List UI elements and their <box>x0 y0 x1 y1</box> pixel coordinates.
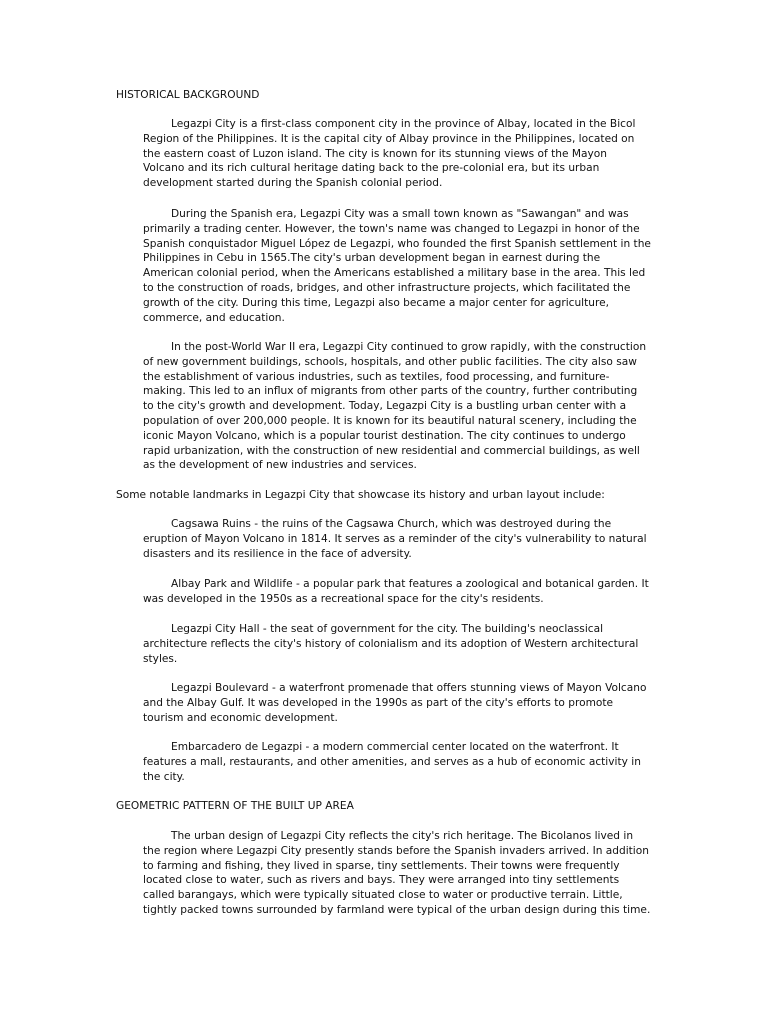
paragraph-spanish-era: During the Spanish era, Legazpi City was a small town known as "Sawangan" and was primarily a trading center. However, the town's name was changed to Legazpi in honor of the Spanish conquistador Miguel López de Legazpi, who founded the first Spanish settlement in the Philippines in Cebu in 1565.The city's urban development began in earnest during the American colonial period, when the Americans established a military base in the area. This led to the construction of roads, bridges, and other infrastructure projects, which facilitated the growth of the city. During this time, Legazpi also became a major center for agriculture, commerce, and education. <box>143 208 651 324</box>
landmarks-intro: Some notable landmarks in Legazpi City that showcase its history and urban layout include: <box>116 489 605 501</box>
paragraph-post-war: In the post-World War II era, Legazpi City continued to grow rapidly, with the construction of new government buildings, schools, hospitals, and other public facilities. The city also saw the establishment of various industries, such as textiles, food processing, and furniture-making. This led to an influx of migrants from other parts of the country, further contributing to the city's growth and development. Today, Legazpi City is a bustling urban center with a population of over 200,000 people. It is known for its beautiful natural scenery, including the iconic Mayon Volcano, which is a popular tourist destination. The city continues to undergo rapid urbanization, with the construction of new residential and commercial buildings, as well as the development of new industries and services. <box>143 341 647 472</box>
paragraph-urban-design: The urban design of Legazpi City reflects the city's rich heritage. The Bicolanos lived in the region where Legazpi City presently stands before the Spanish invaders arrived. In addition to farming and fishing, they lived in sparse, tiny settlements. Their towns were frequently located close to water, such as rivers and bays. They were arranged into tiny settlements called barangays, which were typically situated close to water or productive terrain. Little, tightly packed towns surrounded by farmland were typical of the urban design during this time. <box>143 830 651 916</box>
section-heading-geometric-pattern: GEOMETRIC PATTERN OF THE BUILT UP AREA <box>116 800 354 812</box>
landmark-cagsawa-ruins: Cagsawa Ruins - the ruins of the Cagsawa Church, which was destroyed during the eruption of Mayon Volcano in 1814. It serves as a reminder of the city's vulnerability to natural disasters and its resilience in the face of adversity. <box>143 518 647 560</box>
landmark-albay-park: Albay Park and Wildlife - a popular park that features a zoological and botanical garden. It was developed in the 1950s as a recreational space for the city's residents. <box>143 578 649 605</box>
landmark-embarcadero: Embarcadero de Legazpi - a modern commercial center located on the waterfront. It features a mall, restaurants, and other amenities, and serves as a hub of economic activity in the city. <box>143 741 641 783</box>
landmark-city-hall: Legazpi City Hall - the seat of government for the city. The building's neoclassical architecture reflects the city's history of colonialism and its adoption of Western architectural styles. <box>143 623 639 665</box>
section-heading-historical-background: HISTORICAL BACKGROUND <box>116 89 260 101</box>
landmark-boulevard: Legazpi Boulevard - a waterfront promenade that offers stunning views of Mayon Volcano and the Albay Gulf. It was developed in the 1990s as part of the city's efforts to promote tourism and economic development. <box>143 682 647 724</box>
paragraph-intro: Legazpi City is a first-class component city in the province of Albay, located in the Bicol Region of the Philippines. It is the capital city of Albay province in the Philippines, located on the eastern coast of Luzon island. The city is known for its stunning views of the Mayon Volcano and its rich cultural heritage dating back to the pre-colonial era, but its urban development started during the Spanish colonial period. <box>143 118 636 190</box>
